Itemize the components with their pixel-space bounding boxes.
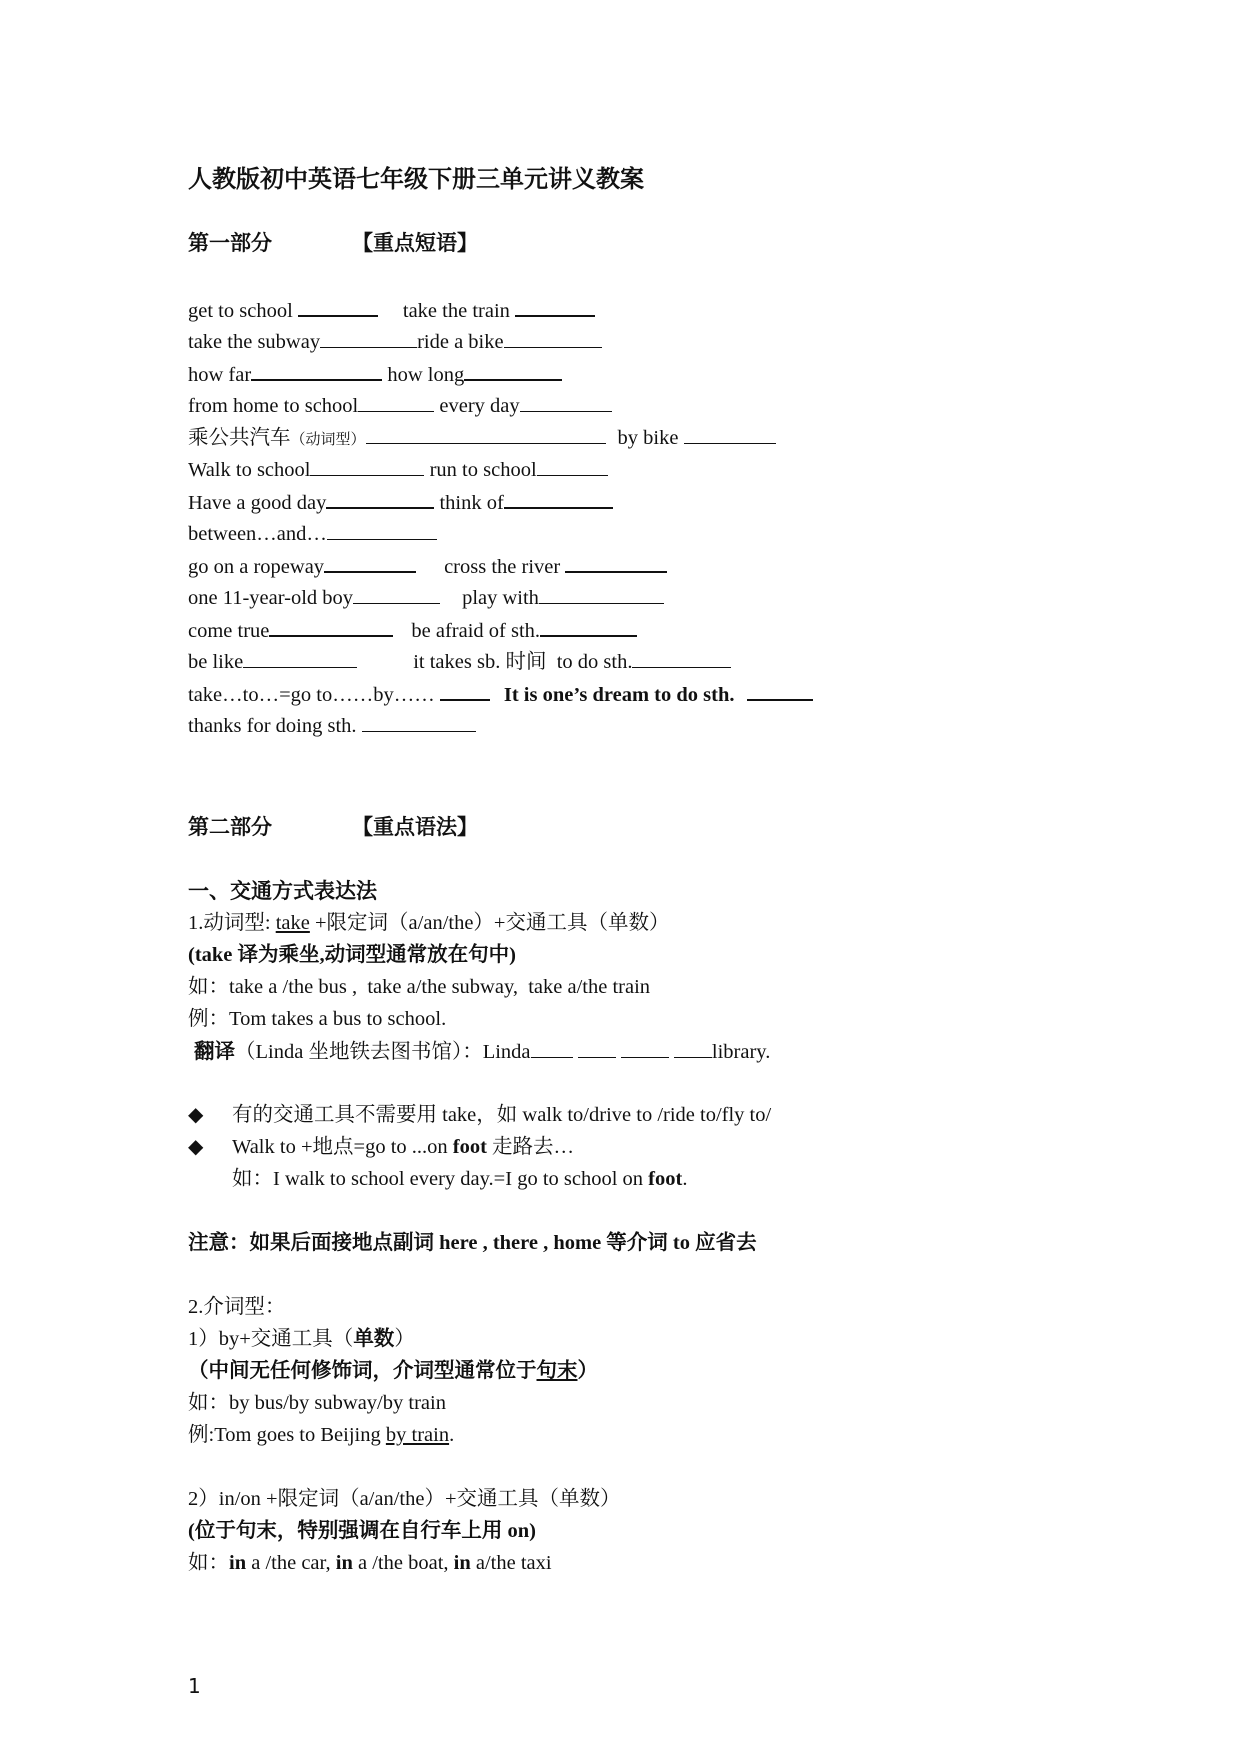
example-label: 如： [188,1552,229,1574]
verb-pattern-label: 1.动词型: [188,912,276,934]
phrase-row-7 [188,488,613,516]
part2-heading-text: 第二部分 [188,815,272,839]
answer-blank[interactable] [440,680,490,701]
phrase-row-14 [188,712,476,739]
phrase-text: think of [439,492,504,514]
answer-blank[interactable] [504,328,602,348]
answer-blank[interactable] [251,360,382,381]
prep-pattern-end: ） [394,1328,415,1350]
answer-blank[interactable] [578,1038,616,1058]
verb-pattern-line [188,910,670,936]
translation-prompt: （Linda 坐地铁去图书馆）：Linda [235,1041,531,1063]
bullet-2-example [232,1166,687,1192]
sentence-end-underlined: 句末 [536,1360,578,1382]
phrase-row-3 [188,360,562,388]
part2-heading [188,814,478,840]
answer-blank[interactable] [310,456,424,476]
part2-label: 【重点语法】 [352,815,478,839]
part1-heading-text: 第一部分 [188,231,272,255]
answer-blank[interactable] [674,1038,712,1058]
answer-blank[interactable] [269,616,393,637]
phrase-row-2 [188,328,602,355]
attention-note: 注意：如果后面接地点副词 here , there , home 等介词 to 应省去 [188,1232,757,1254]
phrase-text: Have a good day [188,492,327,514]
phrase-text: take…to…=go to……by…… [188,684,435,706]
phrase-row-4 [188,392,612,419]
example-end: . [682,1168,688,1190]
phrase-row-11 [188,616,637,644]
answer-blank[interactable] [539,584,664,604]
phrase-text: one 11-year-old boy [188,587,354,609]
phrase-text-bold: It is one’s dream to do sth. [503,684,735,706]
verb-pattern-rest: +限定词（a/an/the）+交通工具（单数） [309,912,670,934]
diamond-bullet-icon: ◆ [188,1136,204,1158]
phrase-row-6 [188,456,608,483]
prep-pattern-1-example-2 [188,1422,454,1448]
phrase-text: take the train [402,300,510,322]
answer-blank[interactable] [747,680,813,701]
example-text: 如：I walk to school every day.=I go to school on [232,1168,649,1190]
translation-end: library. [711,1041,771,1063]
answer-blank[interactable] [324,552,416,573]
verb-example-2: 例：Tom takes a bus to school. [188,1008,447,1030]
phrase-row-5 [188,424,776,453]
answer-blank[interactable] [327,520,437,540]
translation-exercise [188,1038,770,1065]
page-number: 1 [188,1674,201,1698]
example-text: a /the car, [246,1552,336,1574]
foot-bold: foot [452,1136,487,1158]
answer-blank[interactable] [515,296,595,317]
phrase-text: from home to school [188,395,359,417]
phrase-row-8 [188,520,437,547]
answer-blank[interactable] [621,1038,669,1058]
phrase-row-10 [188,584,664,611]
phrase-text: how far [188,364,252,386]
part1-label: 【重点短语】 [352,231,478,255]
phrase-note: （动词型） [290,432,366,448]
phrase-text: take the subway [188,331,321,353]
answer-blank[interactable] [632,648,731,668]
bullet-1: 有的交通工具不需要用 take，如 walk to/drive to /ride to/fly to/ [232,1104,772,1126]
phrase-text: it takes sb. 时间 to do sth. [413,651,633,673]
answer-blank[interactable] [565,552,667,573]
phrase-text: by bike [617,427,679,449]
answer-blank[interactable] [243,648,357,668]
prep-pattern-1-example: 如：by bus/by subway/by train [188,1392,446,1414]
bullet-2-rest: 走路去… [486,1136,575,1158]
prep-pattern-2-note: (位于句末，特别强调在自行车上用 on) [188,1520,536,1542]
section1-title: 一、交通方式表达法 [188,879,377,903]
answer-blank[interactable] [520,392,612,412]
verb-example-1: 如：take a /the bus , take a/the subway, take a/the train [188,976,651,998]
translation-label: 翻译 [194,1041,235,1063]
phrase-row-1 [188,296,595,324]
part1-heading [188,230,478,256]
phrase-text: be like [188,651,244,673]
take-underlined: take [275,912,310,934]
answer-blank[interactable] [362,712,476,732]
foot-bold: foot [648,1168,683,1190]
phrase-text: between…and… [188,523,327,545]
by-train-underlined: by train [385,1424,450,1446]
phrase-text: every day [439,395,520,417]
phrase-text: ride a bike [417,331,504,353]
phrase-text: how long [387,364,465,386]
document-title: 人教版初中英语七年级下册三单元讲义教案 [188,165,644,193]
answer-blank[interactable] [540,616,637,637]
phrase-row-12 [188,648,731,675]
section2-title: 2.介词型： [188,1296,286,1318]
answer-blank[interactable] [320,328,417,348]
answer-blank[interactable] [537,456,608,476]
answer-blank[interactable] [298,296,378,317]
example-text: 例:Tom goes to Beijing [188,1424,386,1446]
prep-pattern-1-note [188,1358,598,1384]
phrase-text: Walk to school [188,459,311,481]
answer-blank[interactable] [464,360,562,381]
phrase-text: thanks for doing sth. [188,715,357,737]
answer-blank[interactable] [684,424,776,444]
answer-blank[interactable] [358,392,434,412]
phrase-text: play with [462,587,539,609]
phrase-row-9 [188,552,667,580]
answer-blank[interactable] [531,1038,573,1058]
phrase-text: run to school [429,459,537,481]
phrase-text: cross the river [444,556,561,578]
example-end: . [449,1424,455,1446]
answer-blank[interactable] [504,488,613,509]
phrase-text: come true [188,620,270,642]
answer-blank[interactable] [326,488,434,509]
bullet-2 [232,1134,574,1160]
phrase-text: 乘公共汽车 [188,427,291,449]
diamond-bullet-icon: ◆ [188,1104,204,1126]
note-end: ） [577,1360,598,1382]
answer-blank[interactable] [366,424,606,444]
phrase-text: get to school [188,300,293,322]
bullet-2-text: Walk to +地点=go to ...on [232,1136,453,1158]
prep-pattern-text: 1）by+交通工具（ [188,1328,354,1350]
note-text: （中间无任何修饰词，介词型通常位于 [188,1360,537,1382]
phrase-text: go on a ropeway [188,556,325,578]
verb-pattern-note: (take 译为乘坐,动词型通常放在句中) [188,944,516,966]
phrase-text: be afraid of sth. [411,620,541,642]
example-text: a/the taxi [470,1552,552,1574]
singular-bold: 单数 [353,1328,395,1350]
prep-pattern-2-example [188,1550,552,1576]
example-text: a /the boat, [352,1552,454,1574]
in-bold: in [335,1552,353,1574]
in-bold: in [229,1552,247,1574]
phrase-row-13 [188,680,813,708]
prep-pattern-2: 2）in/on +限定词（a/an/the）+交通工具（单数） [188,1488,621,1510]
in-bold: in [453,1552,471,1574]
prep-pattern-1 [188,1326,415,1352]
answer-blank[interactable] [353,584,440,604]
